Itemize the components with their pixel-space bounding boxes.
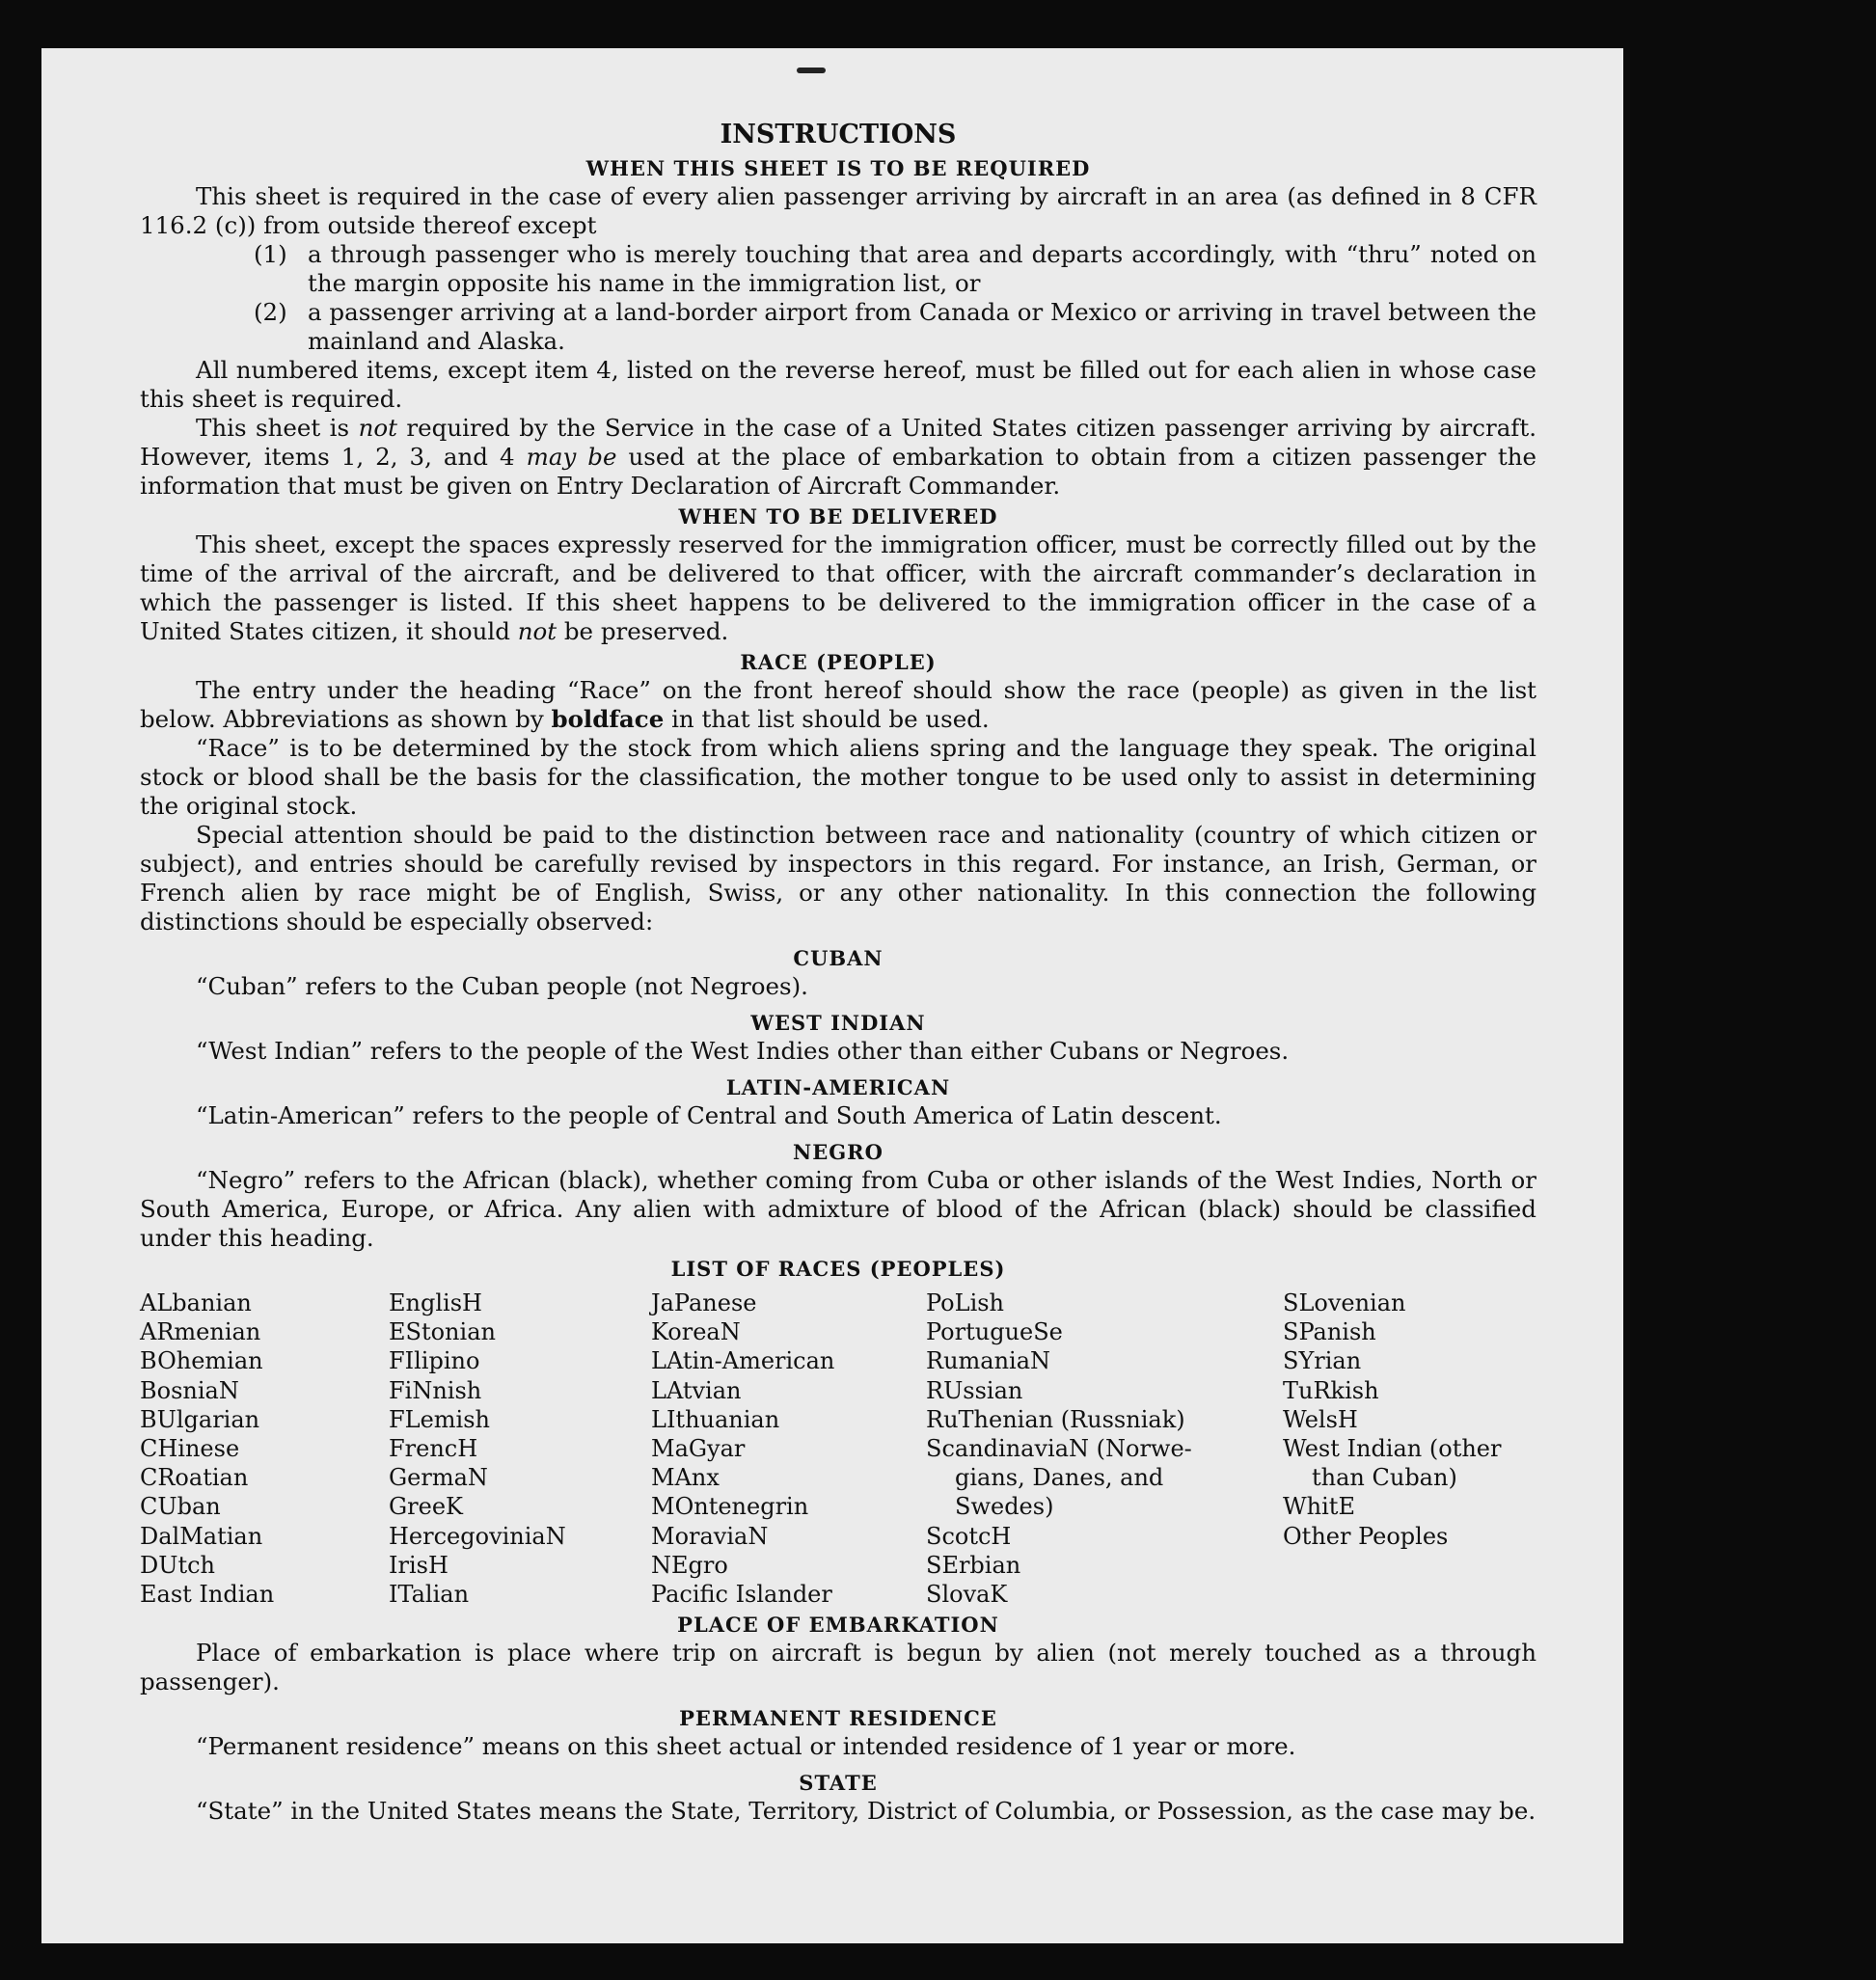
state-text: “State” in the United States means the State, Territory, District of Columbia, or Possession, as the case may be. — [196, 1797, 1536, 1826]
race-entry: GermaN — [389, 1464, 488, 1492]
race-entry: DUtch — [140, 1551, 216, 1579]
race-entry: SlovaK — [926, 1581, 1008, 1609]
citizen-paragraph: This sheet is not required by the Service in the case of a United States citizen passenger arriving by aircraft. However, items 1, 2, 3, and 4 may be used at the place of embarkation to obtain from a citizen passenger the information that must be given on Entry Declaration of Aircraft Commander. — [140, 414, 1537, 500]
race-paragraph-1: The entry under the heading “Race” on the front hereof should show the race (people) as given in the list below. Abbreviations as shown by boldface in that list should be used. — [140, 676, 1536, 733]
latin-american-text: “Latin-American” refers to the people of Central and South America of Latin descent. — [196, 1101, 1222, 1129]
race-entry: WhitE — [1283, 1493, 1355, 1521]
exception-text: a through passenger who is merely touching that area and departs accordingly, with “thru” noted on the margin opposite his name in the immigration list, or — [308, 240, 1536, 297]
race-entry: CHinese — [140, 1435, 240, 1463]
race-entry: GreeK — [389, 1493, 463, 1521]
race-entry: RUssian — [926, 1376, 1023, 1404]
race-entry: FiNnish — [389, 1376, 482, 1404]
exception-number: (2) — [254, 298, 287, 326]
race-entry: ALbanian — [140, 1289, 252, 1316]
race-entry: BosniaN — [140, 1376, 239, 1404]
race-entry: ScotcH — [926, 1522, 1012, 1550]
race-entry: MOntenegrin — [651, 1493, 809, 1521]
race-entry-continued: gians, Danes, and — [955, 1464, 1164, 1492]
heading-required: WHEN THIS SHEET IS TO BE REQUIRED — [585, 156, 1091, 180]
race-entry: Pacific Islander — [651, 1581, 832, 1609]
race-column-5 — [1283, 1288, 1532, 1609]
heading-latin-american: LATIN-AMERICAN — [725, 1075, 951, 1099]
race-column-2 — [389, 1288, 651, 1609]
exception-number: (1) — [254, 240, 287, 268]
race-entry: FIlipino — [389, 1347, 480, 1375]
race-paragraph-3: Special attention should be paid to the distinction between race and nationality (country of which citizen or subject), and entries should be carefully revised by inspectors in this regard. For instance, an Irish, German, or French alien by race might be of English, Swiss, or any other nationality. In this connection the following distinctions should be especially observed: — [140, 821, 1536, 936]
race-paragraph-2: “Race” is to be determined by the stock from which aliens spring and the language they speak. The original stock or blood shall be the basis for the classification, the mother tongue to be used only to assist in determining the original stock. — [140, 734, 1536, 820]
heading-west-indian: WEST INDIAN — [750, 1011, 926, 1035]
race-entry: FrencH — [389, 1435, 478, 1463]
required-intro: This sheet is required in the case of every alien passenger arriving by aircraft in an area (as defined in 8 CFR 116.2 (c)) from outside thereof except — [140, 182, 1536, 239]
heading-residence: PERMANENT RESIDENCE — [679, 1706, 997, 1731]
heading-state: STATE — [799, 1771, 878, 1796]
race-entry: SYrian — [1283, 1347, 1362, 1375]
heading-negro: NEGRO — [793, 1140, 884, 1164]
race-column-4 — [926, 1288, 1283, 1609]
exception-item-1 — [254, 240, 1536, 298]
race-entry: RumaniaN — [926, 1347, 1051, 1375]
race-column-1 — [140, 1288, 389, 1609]
race-entry: RuThenian (Russniak) — [926, 1405, 1185, 1433]
race-entry: LAtvian — [651, 1376, 742, 1404]
exception-item-2 — [254, 298, 1536, 356]
race-entry: LAtin-American — [651, 1347, 835, 1375]
race-entry: BUlgarian — [140, 1405, 260, 1433]
ink-smudge — [797, 68, 826, 73]
heading-list-of-races: LIST OF RACES (PEOPLES) — [670, 1257, 1006, 1281]
race-entry: WelsH — [1283, 1405, 1358, 1433]
race-entry: TuRkish — [1283, 1376, 1379, 1404]
page-title: INSTRUCTIONS — [720, 120, 957, 149]
west-indian-text: “West Indian” refers to the people of the West Indies other than either Cubans or Negroes. — [196, 1037, 1290, 1065]
embarkation-text: Place of embarkation is place where trip on aircraft is begun by alien (not merely touched as a through passenger). — [140, 1639, 1536, 1696]
race-entry: MoraviaN — [651, 1522, 769, 1550]
negro-text: “Negro” refers to the African (black), whether coming from Cuba or other islands of the West Indies, North or South America, Europe, or Africa. Any alien with admixture of blood of the African (black) should be classified under this heading. — [140, 1166, 1536, 1252]
race-entry: East Indian — [140, 1581, 275, 1609]
race-entry: JaPanese — [651, 1289, 757, 1316]
cuban-text: “Cuban” refers to the Cuban people (not Negroes). — [196, 972, 808, 1000]
race-entry: Other Peoples — [1283, 1522, 1449, 1550]
race-entry: LIthuanian — [651, 1405, 780, 1433]
race-entry: EStonian — [389, 1318, 496, 1346]
race-entry: BOhemian — [140, 1347, 263, 1375]
race-entry: DalMatian — [140, 1522, 263, 1550]
race-column-3 — [651, 1288, 926, 1609]
heading-delivered: WHEN TO BE DELIVERED — [678, 504, 998, 529]
race-entry: PoLish — [926, 1289, 1005, 1316]
race-entry: ITalian — [389, 1581, 470, 1609]
heading-cuban: CUBAN — [793, 946, 884, 970]
race-entry: MaGyar — [651, 1435, 746, 1463]
race-entry: CRoatian — [140, 1464, 249, 1492]
heading-embarkation: PLACE OF EMBARKATION — [677, 1613, 999, 1638]
document-page — [41, 48, 1623, 1943]
race-entry: ScandinaviaN (Norwe- — [926, 1435, 1192, 1463]
race-entry: ARmenian — [140, 1318, 261, 1346]
race-entry: HercegoviniaN — [389, 1522, 566, 1550]
race-entry: SPanish — [1283, 1318, 1376, 1346]
race-entry: SErbian — [926, 1551, 1021, 1579]
exception-text: a passenger arriving at a land-border airport from Canada or Mexico or arriving in travel between the mainland and Alaska. — [308, 298, 1536, 355]
heading-race: RACE (PEOPLE) — [740, 650, 937, 674]
race-entry: NEgro — [651, 1551, 728, 1579]
race-entry: SLovenian — [1283, 1289, 1406, 1316]
race-entry: FLemish — [389, 1405, 490, 1433]
race-list — [140, 1288, 1536, 1609]
race-entry: PortugueSe — [926, 1318, 1063, 1346]
race-entry: CUban — [140, 1493, 221, 1521]
race-entry: IrisH — [389, 1551, 449, 1579]
race-entry-continued: than Cuban) — [1312, 1464, 1457, 1492]
residence-text: “Permanent residence” means on this sheet actual or intended residence of 1 year or more. — [196, 1732, 1296, 1761]
delivered-paragraph: This sheet, except the spaces expressly reserved for the immigration officer, must be correctly filled out by the time of the arrival of the aircraft, and be delivered to that officer, with the aircraft commander’s declaration in which the passenger is listed. If this sheet happens to be delivered to the immigration officer in the case of a United States citizen, it should not be preserved. — [140, 530, 1536, 645]
race-entry: MAnx — [651, 1464, 720, 1492]
race-entry: West Indian (other — [1283, 1435, 1502, 1463]
race-entry: KoreaN — [651, 1318, 741, 1346]
race-entry: EnglisH — [389, 1289, 482, 1316]
numbered-items-paragraph: All numbered items, except item 4, listed on the reverse hereof, must be filled out for each alien in whose case this sheet is required. — [140, 356, 1536, 413]
race-entry-continued: Swedes) — [955, 1493, 1054, 1521]
